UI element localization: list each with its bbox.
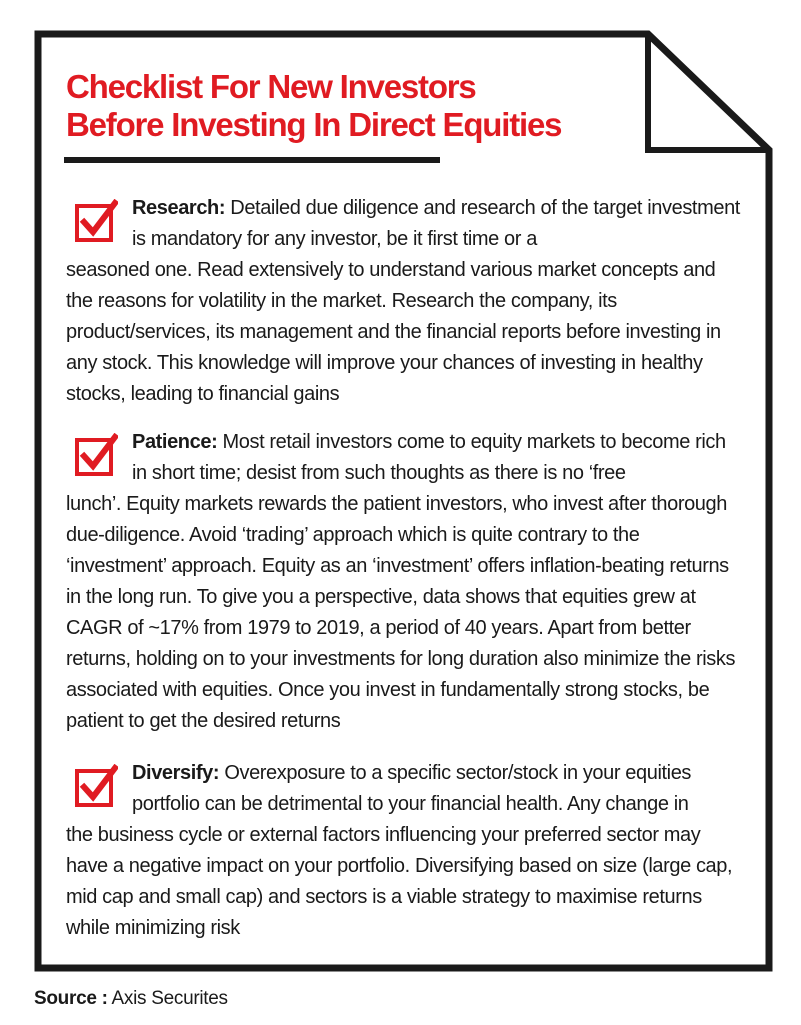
item-lead-text: Most retail investors come to equity markets to become rich in short time; desist from such thoughts as there is no ‘free [132, 431, 726, 484]
item-body-text: lunch’. Equity markets rewards the patient investors, who invest after thorough due-diligence. Avoid ‘trading’ approach which is quite contrary to the ‘investment’ approach. Equity as an ‘investment’ offers inflation-beating returns in the long run. To give you a perspective, data shows that equities grew at CAGR of ~17% from 1979 to 2019, a period of 40 years. Apart from better returns, holding on to your investments for long duration also minimize the risks associated with equities. Once you invest in fundamentally strong stocks, be patient to get the desired returns [66, 493, 736, 732]
checklist-item-text [66, 758, 742, 944]
source-credit [34, 988, 228, 1010]
title-underline [64, 157, 440, 163]
page-title [66, 68, 561, 144]
checklist-item-research [66, 193, 742, 410]
item-body-text: seasoned one. Read extensively to understand various market concepts and the reasons for volatility in the market. Research the company, its product/services, its management and the financial reports before investing in any stock. This knowledge will improve your chances of investing in healthy stocks, leading to financial gains [66, 259, 721, 405]
item-heading: Diversify: [132, 762, 220, 784]
checklist-item-text [66, 193, 742, 410]
item-lead-text: Detailed due diligence and research of the target investment is mandatory for any investor, be it first time or a [132, 197, 740, 250]
source-label: Source : [34, 988, 108, 1009]
checkmark-box-icon [74, 764, 118, 808]
checkmark-box-icon [74, 433, 118, 477]
item-heading: Patience: [132, 431, 218, 453]
checklist-item-diversify [66, 758, 742, 944]
checklist-item-text [66, 427, 742, 737]
title-line-2: Before Investing In Direct Equities [66, 106, 562, 143]
title-line-1: Checklist For New Investors [66, 68, 476, 105]
checkmark-box-icon [74, 199, 118, 243]
item-heading: Research: [132, 197, 226, 219]
item-body-text: the business cycle or external factors influencing your preferred sector may have a negative impact on your portfolio. Diversifying based on size (large cap, mid cap and small cap) and sectors is a viable strategy to maximise returns while minimizing risk [66, 824, 733, 939]
item-lead-text: Overexposure to a specific sector/stock in your equities portfolio can be detrimental to your financial health. Any change in [132, 762, 692, 815]
source-value: Axis Securites [107, 988, 228, 1009]
checklist-item-patience [66, 427, 742, 737]
